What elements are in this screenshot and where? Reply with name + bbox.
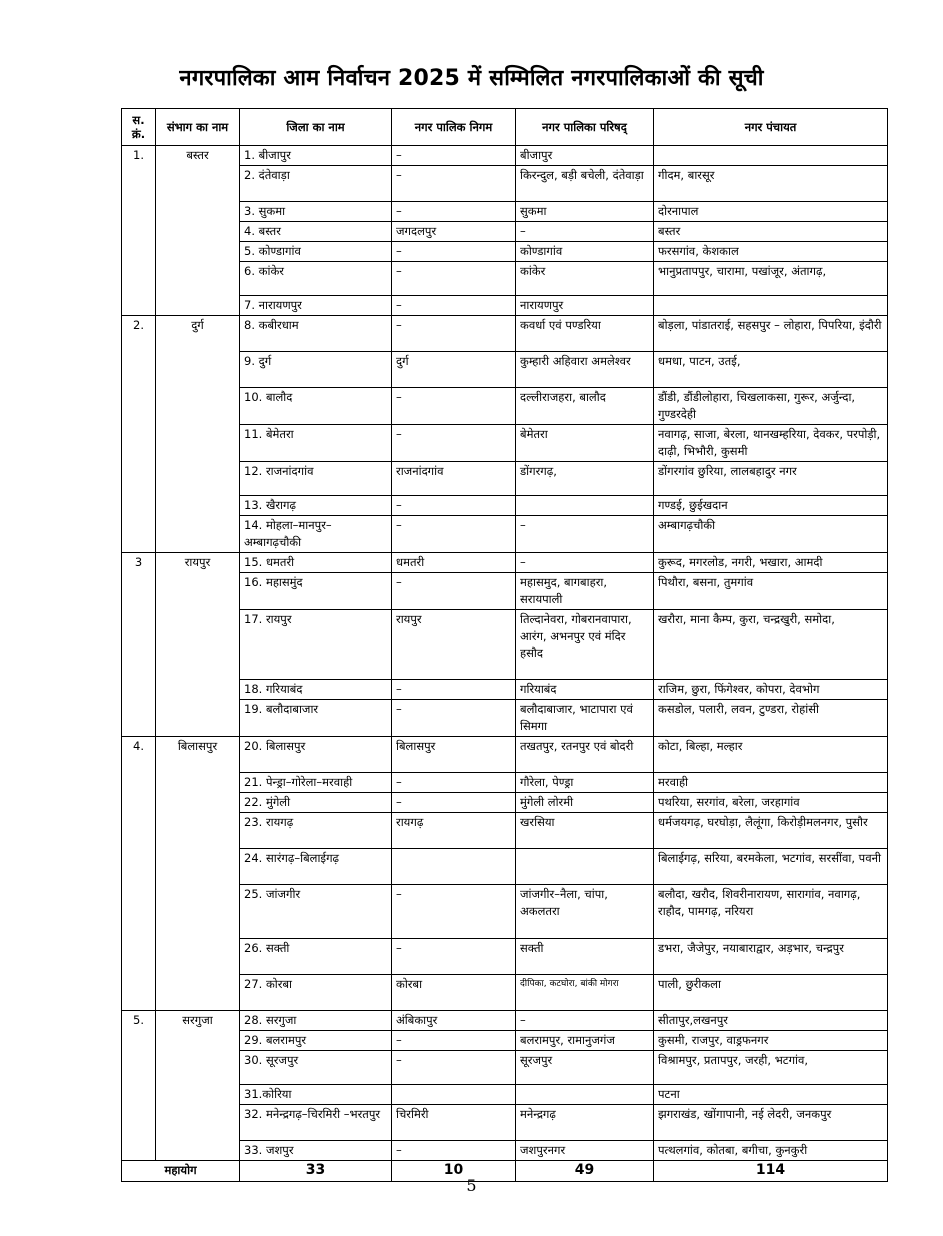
- panchayat-cell: [654, 146, 888, 166]
- parishad-cell: जांजगीर–नैला, चांपा, अकलतरा: [516, 885, 654, 939]
- panchayat-cell: कसडोल, पलारी, लवन, टुण्डरा, रोहांसी: [654, 700, 888, 737]
- district-cell: 28. सरगुजा: [240, 1011, 392, 1031]
- nigam-cell: बिलासपुर: [392, 737, 516, 773]
- parishad-cell: [516, 849, 654, 885]
- panchayat-cell: पत्थलगांव, कोतबा, बगीचा, कुनकुरी: [654, 1141, 888, 1161]
- total-parishad: 49: [516, 1161, 654, 1182]
- district-cell: 19. बलौदाबाजार: [240, 700, 392, 737]
- nigam-cell: अंबिकापुर: [392, 1011, 516, 1031]
- nigam-cell: –: [392, 1031, 516, 1051]
- district-cell: 3. सुकमा: [240, 202, 392, 222]
- parishad-cell: बीजापुर: [516, 146, 654, 166]
- division-name: दुर्ग: [156, 316, 240, 553]
- nigam-cell: –: [392, 262, 516, 296]
- parishad-cell: खरसिया: [516, 813, 654, 849]
- nigam-cell: –: [392, 496, 516, 516]
- nigam-cell: –: [392, 296, 516, 316]
- district-cell: 9. दुर्ग: [240, 352, 392, 388]
- district-cell: 17. रायपुर: [240, 610, 392, 680]
- division-serial: 3: [122, 553, 156, 737]
- panchayat-cell: बिलाईगढ़, सरिया, बरमकेला, भटगांव, सरसींवा, पवनी: [654, 849, 888, 885]
- parishad-cell: बेमेतरा: [516, 425, 654, 462]
- panchayat-cell: पिथौरा, बसना, तुमगांव: [654, 573, 888, 610]
- district-cell: 23. रायगढ़: [240, 813, 392, 849]
- table-header-row: [122, 109, 888, 146]
- parishad-cell: गौरेला, पेण्ड्रा: [516, 773, 654, 793]
- district-cell: 8. कबीरधाम: [240, 316, 392, 352]
- total-nigam: 10: [392, 1161, 516, 1182]
- parishad-cell: कवर्धा एवं पण्डरिया: [516, 316, 654, 352]
- table-row: [122, 1011, 888, 1031]
- district-cell: 5. कोण्डागांव: [240, 242, 392, 262]
- parishad-cell: मुंगेली लोरमी: [516, 793, 654, 813]
- panchayat-cell: गण्डई, छुईखदान: [654, 496, 888, 516]
- panchayat-cell: धमधा, पाटन, उतई,: [654, 352, 888, 388]
- district-cell: 16. महासमुंद: [240, 573, 392, 610]
- nigam-cell: [392, 1085, 516, 1105]
- panchayat-cell: डोंगरगांव छुरिया, लालबहादुर नगर: [654, 462, 888, 496]
- total-label: महायोग: [122, 1161, 240, 1182]
- district-cell: 20. बिलासपुर: [240, 737, 392, 773]
- panchayat-cell: बोड़ला, पांडातराई, सहसपुर – लोहारा, पिपरिया, इंदौरी: [654, 316, 888, 352]
- district-cell: 21. पेन्ड्रा–गोरेला–मरवाही: [240, 773, 392, 793]
- panchayat-cell: सीतापुर,लखनपुर: [654, 1011, 888, 1031]
- parishad-cell: –: [516, 222, 654, 242]
- parishad-cell: बलौदाबाजार, भाटापारा एवं सिमगा: [516, 700, 654, 737]
- nigam-cell: दुर्ग: [392, 352, 516, 388]
- parishad-cell: मनेन्द्रगढ़: [516, 1105, 654, 1141]
- district-cell: 12. राजनांदगांव: [240, 462, 392, 496]
- panchayat-cell: डभरा, जैजेपुर, नयाबाराद्वार, अड़भार, चन्द्रपुर: [654, 939, 888, 975]
- table-body: [122, 146, 888, 1161]
- panchayat-cell: गीदम, बारसूर: [654, 166, 888, 202]
- nigam-cell: –: [392, 202, 516, 222]
- panchayat-cell: राजिम, छुरा, फिंगेश्वर, कोपरा, देवभोग: [654, 680, 888, 700]
- nigam-cell: –: [392, 425, 516, 462]
- nigam-cell: –: [392, 166, 516, 202]
- district-cell: 4. बस्तर: [240, 222, 392, 242]
- parishad-cell: डोंगरगढ़,: [516, 462, 654, 496]
- panchayat-cell: कोटा, बिल्हा, मल्हार: [654, 737, 888, 773]
- division-serial: 4.: [122, 737, 156, 1011]
- parishad-cell: सुकमा: [516, 202, 654, 222]
- district-cell: 32. मनेन्द्रगढ़–चिरमिरी –भरतपुर: [240, 1105, 392, 1141]
- district-cell: 2. दंतेवाड़ा: [240, 166, 392, 202]
- nigam-cell: [392, 849, 516, 885]
- nigam-cell: कोरबा: [392, 975, 516, 1011]
- district-cell: 10. बालौद: [240, 388, 392, 425]
- table-row: [122, 316, 888, 352]
- parishad-cell: तिल्दानेवरा, गोबरानवापारा, आरंग, अभनपुर एवं मंदिर हसौद: [516, 610, 654, 680]
- parishad-cell: गरियाबंद: [516, 680, 654, 700]
- panchayat-cell: विश्रामपुर, प्रतापपुर, जरही, भटगांव,: [654, 1051, 888, 1085]
- total-districts: 33: [240, 1161, 392, 1182]
- parishad-cell: कोण्डागांव: [516, 242, 654, 262]
- parishad-cell: सक्ती: [516, 939, 654, 975]
- district-cell: 24. सारंगढ़–बिलाईगढ़: [240, 849, 392, 885]
- nigam-cell: राजनांदगांव: [392, 462, 516, 496]
- parishad-cell: किरन्दुल, बड़ी बचेली, दंतेवाड़ा: [516, 166, 654, 202]
- panchayat-cell: डौंडी, डौंडीलोहारा, चिखलाकसा, गुरूर, अर्जुन्दा, गुण्डरदेही: [654, 388, 888, 425]
- nigam-cell: –: [392, 146, 516, 166]
- panchayat-cell: खरौरा, माना कैम्प, कुरा, चन्द्रखुरी, समोदा,: [654, 610, 888, 680]
- nigam-cell: –: [392, 939, 516, 975]
- header-panchayat: नगर पंचायत: [654, 109, 888, 146]
- table-row: [122, 146, 888, 166]
- page-title: नगरपालिका आम निर्वाचन 2025 में सम्मिलित नगरपालिकाओं की सूची: [179, 66, 764, 91]
- district-cell: 1. बीजापुर: [240, 146, 392, 166]
- header-division: संभाग का नाम: [156, 109, 240, 146]
- nigam-cell: चिरमिरी: [392, 1105, 516, 1141]
- nigam-cell: –: [392, 793, 516, 813]
- division-serial: 5.: [122, 1011, 156, 1161]
- parishad-cell: [516, 496, 654, 516]
- parishad-cell: –: [516, 516, 654, 553]
- nigam-cell: –: [392, 700, 516, 737]
- panchayat-cell: अम्बागढ़चौकी: [654, 516, 888, 553]
- nigam-cell: –: [392, 1141, 516, 1161]
- division-name: सरगुजा: [156, 1011, 240, 1161]
- nigam-cell: –: [392, 680, 516, 700]
- panchayat-cell: [654, 296, 888, 316]
- district-cell: 22. मुंगेली: [240, 793, 392, 813]
- nigam-cell: रायपुर: [392, 610, 516, 680]
- district-cell: 15. धमतरी: [240, 553, 392, 573]
- nigam-cell: –: [392, 573, 516, 610]
- nigam-cell: –: [392, 516, 516, 553]
- division-name: बिलासपुर: [156, 737, 240, 1011]
- panchayat-cell: मरवाही: [654, 773, 888, 793]
- header-district: जिला का नाम: [240, 109, 392, 146]
- nigam-cell: –: [392, 773, 516, 793]
- panchayat-cell: बस्तर: [654, 222, 888, 242]
- parishad-cell: दल्लीराजहरा, बालौद: [516, 388, 654, 425]
- district-cell: 6. कांकेर: [240, 262, 392, 296]
- table-row: [122, 737, 888, 773]
- total-panchayat: 114: [654, 1161, 888, 1182]
- district-cell: 7. नारायणपुर: [240, 296, 392, 316]
- district-cell: 31.कोरिया: [240, 1085, 392, 1105]
- panchayat-cell: झगराखंड, खोंगापानी, नई लेदरी, जनकपुर: [654, 1105, 888, 1141]
- division-serial: 1.: [122, 146, 156, 316]
- district-cell: 11. बेमेतरा: [240, 425, 392, 462]
- district-cell: 26. सक्ती: [240, 939, 392, 975]
- panchayat-cell: कुसमी, राजपुर, वाड्रफनगर: [654, 1031, 888, 1051]
- district-cell: 33. जशपुर: [240, 1141, 392, 1161]
- nigam-cell: धमतरी: [392, 553, 516, 573]
- division-name: बस्तर: [156, 146, 240, 316]
- district-cell: 30. सूरजपुर: [240, 1051, 392, 1085]
- nigam-cell: –: [392, 242, 516, 262]
- panchayat-cell: बलौदा, खरौद, शिवरीनारायण, सारागांव, नवागढ़, राहौद, पामगढ़, नरियरा: [654, 885, 888, 939]
- panchayat-cell: पटना: [654, 1085, 888, 1105]
- district-cell: 14. मोहला–मानपुर–अम्बागढ़चौकी: [240, 516, 392, 553]
- parishad-cell: कांकेर: [516, 262, 654, 296]
- parishad-cell: सूरजपुर: [516, 1051, 654, 1085]
- parishad-cell: कुम्हारी अहिवारा अमलेश्वर: [516, 352, 654, 388]
- panchayat-cell: भानुप्रतापपुर, चारामा, पखांजूर, अंतागढ़,: [654, 262, 888, 296]
- panchayat-cell: नवागढ़, साजा, बेरला, थानखम्हरिया, देवकर, परपोड़ी, दाढ़ी, भिभौरी, कुसमी: [654, 425, 888, 462]
- panchayat-cell: पथरिया, सरगांव, बरेला, जरहागांव: [654, 793, 888, 813]
- nigam-cell: –: [392, 885, 516, 939]
- parishad-cell: दीपिका, कटघोरा, बांकी मोगरा: [516, 975, 654, 1011]
- district-cell: 27. कोरबा: [240, 975, 392, 1011]
- parishad-cell: [516, 1085, 654, 1105]
- nigam-cell: रायगढ़: [392, 813, 516, 849]
- header-serial: स. क्रं.: [122, 109, 156, 146]
- panchayat-cell: धर्मजयगढ़, घरघोड़ा, लैलूंगा, किरोड़ीमलनगर, पुसौर: [654, 813, 888, 849]
- parishad-cell: नारायणपुर: [516, 296, 654, 316]
- parishad-cell: तखतपुर, रतनपुर एवं बोदरी: [516, 737, 654, 773]
- division-serial: 2.: [122, 316, 156, 553]
- panchayat-cell: दोरनापाल: [654, 202, 888, 222]
- header-parishad: नगर पालिका परिषद्: [516, 109, 654, 146]
- parishad-cell: बलरामपुर, रामानुजगंज: [516, 1031, 654, 1051]
- table-row: [122, 553, 888, 573]
- nigam-cell: –: [392, 1051, 516, 1085]
- panchayat-cell: कुरूद, मगरलोड, नगरी, भखारा, आमदी: [654, 553, 888, 573]
- district-cell: 13. खैरागढ़: [240, 496, 392, 516]
- header-nigam: नगर पालिक निगम: [392, 109, 516, 146]
- division-name: रायपुर: [156, 553, 240, 737]
- district-cell: 18. गरियाबंद: [240, 680, 392, 700]
- district-cell: 29. बलरामपुर: [240, 1031, 392, 1051]
- panchayat-cell: पाली, छुरीकला: [654, 975, 888, 1011]
- district-cell: 25. जांजगीर: [240, 885, 392, 939]
- parishad-cell: –: [516, 553, 654, 573]
- nigam-cell: –: [392, 316, 516, 352]
- parishad-cell: –: [516, 1011, 654, 1031]
- nigam-cell: जगदलपुर: [392, 222, 516, 242]
- nigam-cell: –: [392, 388, 516, 425]
- parishad-cell: जशपुरनगर: [516, 1141, 654, 1161]
- panchayat-cell: फरसगांव, केशकाल: [654, 242, 888, 262]
- municipality-table: [121, 108, 888, 1182]
- page-number: 5: [466, 1176, 477, 1195]
- parishad-cell: महासमुद, बागबाहरा, सरायपाली: [516, 573, 654, 610]
